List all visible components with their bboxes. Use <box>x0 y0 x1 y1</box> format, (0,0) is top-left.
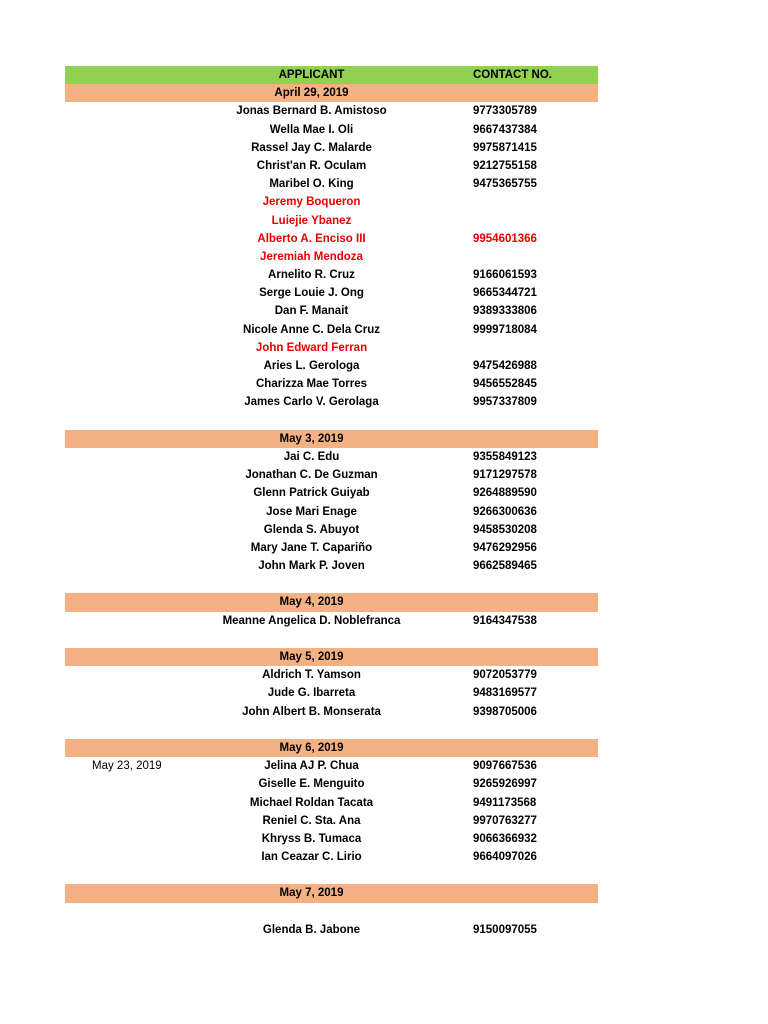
applicant-name: Maribel O. King <box>269 178 354 191</box>
table-row <box>65 284 598 302</box>
table-row <box>65 921 598 939</box>
contact-column-header: CONTACT NO. <box>473 69 553 81</box>
table-row <box>65 212 598 230</box>
contact-number: 9773305789 <box>473 105 537 118</box>
table-row <box>65 175 598 193</box>
row-note: May 23, 2019 <box>92 760 162 773</box>
date-label: May 6, 2019 <box>279 741 344 754</box>
date-label: May 4, 2019 <box>279 596 344 609</box>
contact-number: 9072053779 <box>473 669 537 682</box>
contact-number: 9999718084 <box>473 323 537 336</box>
blank-row <box>65 903 598 921</box>
applicant-name: Jeremy Boqueron <box>262 196 361 209</box>
contact-number: 9171297578 <box>473 469 537 482</box>
table-row <box>65 193 598 211</box>
applicant-sheet <box>65 66 598 939</box>
table-row <box>65 484 598 502</box>
contact-number: 9458530208 <box>473 523 537 536</box>
table-body <box>65 84 598 939</box>
date-group-row <box>65 884 598 902</box>
blank-row <box>65 575 598 593</box>
contact-number: 9264889590 <box>473 487 537 500</box>
applicant-name: Jeremiah Mendoza <box>260 250 363 263</box>
applicant-name: John Mark P. Joven <box>258 560 365 573</box>
date-label: April 29, 2019 <box>274 87 349 100</box>
date-group-row <box>65 84 598 102</box>
table-row <box>65 539 598 557</box>
applicant-name: Aldrich T. Yamson <box>262 669 361 682</box>
applicant-name: Jude G. Ibarreta <box>267 687 356 700</box>
applicant-name: Dan F. Manait <box>274 305 349 318</box>
date-group-row <box>65 430 598 448</box>
applicant-name: John Albert B. Monserata <box>242 705 381 718</box>
applicant-name: Glenda S. Abuyot <box>263 523 360 536</box>
applicant-name: Jose Mari Enage <box>266 505 357 518</box>
contact-number: 9975871415 <box>473 141 537 154</box>
applicant-name: Wella Mae I. Oli <box>269 123 354 136</box>
blank-row <box>65 630 598 648</box>
applicant-name: Charizza Mae Torres <box>256 378 367 391</box>
applicant-name: Rassel Jay C. Malarde <box>251 141 372 154</box>
contact-number: 9097667536 <box>473 760 537 773</box>
table-row <box>65 612 598 630</box>
applicant-name: Ian Ceazar C. Lirio <box>261 851 362 864</box>
date-label: May 7, 2019 <box>279 887 344 900</box>
table-row <box>65 666 598 684</box>
applicant-name: Jai C. Edu <box>283 450 340 463</box>
applicant-name: Jelina AJ P. Chua <box>264 760 359 773</box>
date-label: May 5, 2019 <box>279 651 344 663</box>
table-row <box>65 339 598 357</box>
contact-number: 9483169577 <box>473 687 537 700</box>
applicant-name: Serge Louie J. Ong <box>259 287 364 300</box>
table-row <box>65 102 598 120</box>
table-row <box>65 703 598 721</box>
table-row <box>65 230 598 248</box>
table-row <box>65 375 598 393</box>
date-group-row <box>65 648 598 666</box>
table-row <box>65 357 598 375</box>
date-group-row <box>65 739 598 757</box>
table-row <box>65 684 598 702</box>
contact-number: 9212755158 <box>473 159 537 172</box>
table-row <box>65 557 598 575</box>
contact-number: 9475365755 <box>473 178 537 191</box>
contact-number: 9355849123 <box>473 450 537 463</box>
table-row <box>65 393 598 411</box>
contact-number: 9266300636 <box>473 505 537 518</box>
contact-number: 9389333806 <box>473 305 537 318</box>
applicant-name: Christ'an R. Oculam <box>256 159 367 172</box>
contact-number: 9166061593 <box>473 269 537 282</box>
applicant-name: Alberto A. Enciso III <box>257 232 366 245</box>
blank-row <box>65 866 598 884</box>
table-row <box>65 466 598 484</box>
contact-number: 9491173568 <box>473 796 537 809</box>
table-row <box>65 848 598 866</box>
table-row <box>65 157 598 175</box>
applicant-name: Giselle E. Menguito <box>258 778 365 791</box>
date-group-row <box>65 593 598 611</box>
applicant-name: Reniel C. Sta. Ana <box>262 814 361 827</box>
applicant-column-header: APPLICANT <box>278 69 345 81</box>
applicant-name: Khryss B. Tumaca <box>261 832 362 845</box>
contact-number: 9970763277 <box>473 814 537 827</box>
contact-number: 9954601366 <box>473 232 537 245</box>
contact-number: 9150097055 <box>473 923 537 936</box>
blank-row <box>65 412 598 430</box>
applicant-name: Meanne Angelica D. Noblefranca <box>222 614 401 627</box>
contact-number: 9475426988 <box>473 360 537 372</box>
applicant-name: Jonas Bernard B. Amistoso <box>236 105 387 118</box>
table-row <box>65 521 598 539</box>
applicant-name: James Carlo V. Gerolaga <box>244 396 379 409</box>
table-row <box>65 775 598 793</box>
table-row <box>65 121 598 139</box>
table-row <box>65 248 598 266</box>
table-row <box>65 830 598 848</box>
table-row <box>65 266 598 284</box>
applicant-name: Jonathan C. De Guzman <box>245 469 378 482</box>
table-row <box>65 757 598 775</box>
contact-number: 9476292956 <box>473 541 537 554</box>
contact-number: 9265926997 <box>473 778 537 791</box>
table-row <box>65 812 598 830</box>
table-row <box>65 139 598 157</box>
contact-number: 9164347538 <box>473 614 537 627</box>
applicant-name: Glenn Patrick Guiyab <box>253 487 370 500</box>
applicant-name: Aries L. Gerologa <box>263 360 360 372</box>
applicant-name: Arnelito R. Cruz <box>268 269 355 282</box>
contact-number: 9664097026 <box>473 851 537 864</box>
applicant-name: Luiejie Ybanez <box>271 214 352 227</box>
contact-number: 9398705006 <box>473 705 537 718</box>
header-row <box>65 66 598 84</box>
contact-number: 9957337809 <box>473 396 537 409</box>
contact-number: 9665344721 <box>473 287 537 300</box>
table-row <box>65 448 598 466</box>
date-label: May 3, 2019 <box>279 432 344 445</box>
table-row <box>65 794 598 812</box>
applicant-name: Nicole Anne C. Dela Cruz <box>243 323 380 336</box>
contact-number: 9667437384 <box>473 123 537 136</box>
table-row <box>65 321 598 339</box>
table-row <box>65 503 598 521</box>
contact-number: 9662589465 <box>473 560 537 573</box>
applicant-name: John Edward Ferran <box>255 341 368 354</box>
contact-number: 9456552845 <box>473 378 537 391</box>
applicant-name: Glenda B. Jabone <box>262 923 361 936</box>
contact-number: 9066366932 <box>473 832 537 845</box>
table-row <box>65 302 598 320</box>
applicant-name: Mary Jane T. Capariño <box>250 541 373 554</box>
blank-row <box>65 721 598 739</box>
applicant-name: Michael Roldan Tacata <box>249 796 374 809</box>
